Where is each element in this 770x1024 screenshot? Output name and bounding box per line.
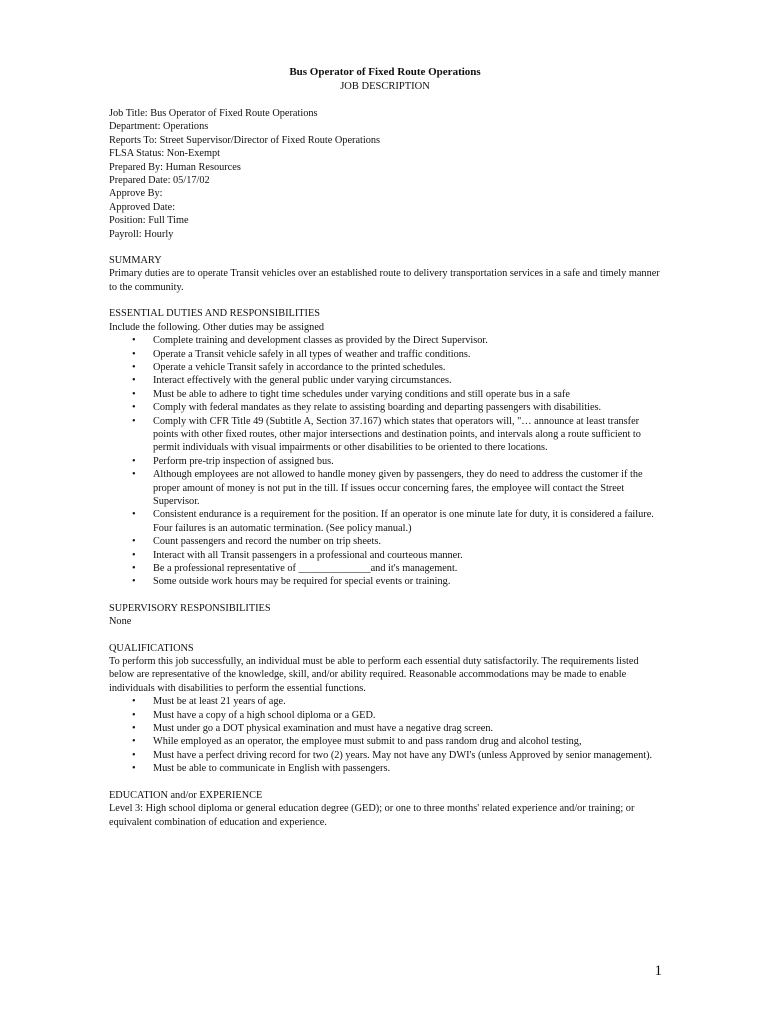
spacer <box>109 589 664 602</box>
detail-department: Department: Operations <box>109 121 209 133</box>
detail-prepared-date: Prepared Date: 05/17/02 <box>109 175 210 187</box>
education-heading: EDUCATION and/or EXPERIENCE <box>109 789 263 801</box>
detail-payroll: Payroll: Hourly <box>109 228 174 240</box>
supervisory-text: None <box>109 616 132 628</box>
spacer <box>109 294 664 307</box>
list-item: • Must be able to communicate in English with passengers. <box>109 762 664 775</box>
page-number: 1 <box>654 963 662 979</box>
education-section <box>109 789 664 829</box>
supervisory-section <box>109 602 664 629</box>
list-item: • Must be at least 21 years of age. <box>109 695 664 708</box>
list-item: • Must have a copy of a high school diploma or a GED. <box>109 709 664 722</box>
spacer <box>109 241 664 254</box>
qualifications-heading: QUALIFICATIONS <box>109 642 194 654</box>
list-item: • Consistent endurance is a requirement for the position. If an operator is one minute late for duty, it is considered a failure. Four failures is an automatic termination. (See policy manual.) <box>109 508 664 535</box>
qualifications-text: To perform this job successfully, an individual must be able to perform each essential duty satisfactorily. The requirements listed below are representative of the knowledge, skill, and/or ability required. Reasonable accommodations may be made to enable individuals with disabilities to perform the essential functions. <box>109 656 639 694</box>
summary-section <box>109 254 664 294</box>
list-item: • Comply with federal mandates as they relate to assisting boarding and departing passengers with disabilities. <box>109 401 664 414</box>
list-item: • Although employees are not allowed to handle money given by passengers, they do need to address the customer if the proper amount of money is not put in the till. If issues occur concerning fares, the employee will contact the Street Supervisor. <box>109 468 664 508</box>
list-item: • Comply with CFR Title 49 (Subtitle A, Section 37.167) which states that operators will, "… announce at least transfer points with other fixed routes, other major intersections and destination points, and intervals along a route sufficient to permit individuals with visual impairments or other disabilities to be oriented to there locations. <box>109 415 664 455</box>
document-subtitle: JOB DESCRIPTION <box>340 81 430 92</box>
education-text: Level 3: High school diploma or general education degree (GED); or one to three months' related experience and/or training; or equivalent combination of education and experience. <box>109 803 635 828</box>
detail-position: Position: Full Time <box>109 215 189 227</box>
duties-section <box>109 307 664 589</box>
detail-prepared-by: Prepared By: Human Resources <box>109 161 241 173</box>
list-item: • Perform pre-trip inspection of assigned bus. <box>109 455 664 468</box>
list-item: • Be a professional representative of ______________and it's management. <box>109 562 664 575</box>
list-item: • Interact with all Transit passengers in a professional and courteous manner. <box>109 549 664 562</box>
duties-list <box>109 334 664 589</box>
job-details <box>109 107 664 241</box>
qualifications-section <box>109 642 664 776</box>
list-item: • Operate a Transit vehicle safely in all types of weather and traffic conditions. <box>109 348 664 361</box>
detail-approved-date: Approved Date: <box>109 201 176 213</box>
detail-reports-to: Reports To: Street Supervisor/Director of Fixed Route Operations <box>109 134 381 146</box>
detail-approve-by: Approve By: <box>109 188 163 200</box>
spacer <box>109 629 664 642</box>
document-body <box>109 107 664 829</box>
list-item: • Operate a vehicle Transit safely in accordance to the printed schedules. <box>109 361 664 374</box>
duties-intro: Include the following. Other duties may be assigned <box>109 321 325 333</box>
summary-heading: SUMMARY <box>109 255 162 267</box>
list-item: • Interact effectively with the general public under varying circumstances. <box>109 374 664 387</box>
list-item: • Must be able to adhere to tight time schedules under varying conditions and still operate bus in a safe <box>109 388 664 401</box>
supervisory-heading: SUPERVISORY RESPONSIBILITIES <box>109 602 271 614</box>
detail-job-title: Job Title: Bus Operator of Fixed Route Operations <box>109 108 318 119</box>
summary-text: Primary duties are to operate Transit vehicles over an established route to delivery transportation services in a safe and timely manner to the community. <box>109 268 660 293</box>
duties-heading: ESSENTIAL DUTIES AND RESPONSIBILITIES <box>109 308 320 320</box>
list-item: • Count passengers and record the number on trip sheets. <box>109 535 664 548</box>
list-item: • Complete training and development classes as provided by the Direct Supervisor. <box>109 334 664 347</box>
spacer <box>109 776 664 789</box>
list-item: • Must have a perfect driving record for two (2) years. May not have any DWI's (unless Approved by senior management). <box>109 749 664 762</box>
qualifications-list <box>109 695 664 775</box>
list-item: • While employed as an operator, the employee must submit to and pass random drug and alcohol testing, <box>109 735 664 748</box>
detail-flsa-status: FLSA Status: Non-Exempt <box>109 148 220 160</box>
list-item: • Some outside work hours may be required for special events or training. <box>109 575 664 588</box>
document-title: Bus Operator of Fixed Route Operations <box>289 66 481 78</box>
list-item: • Must under go a DOT physical examination and must have a negative drag screen. <box>109 722 664 735</box>
